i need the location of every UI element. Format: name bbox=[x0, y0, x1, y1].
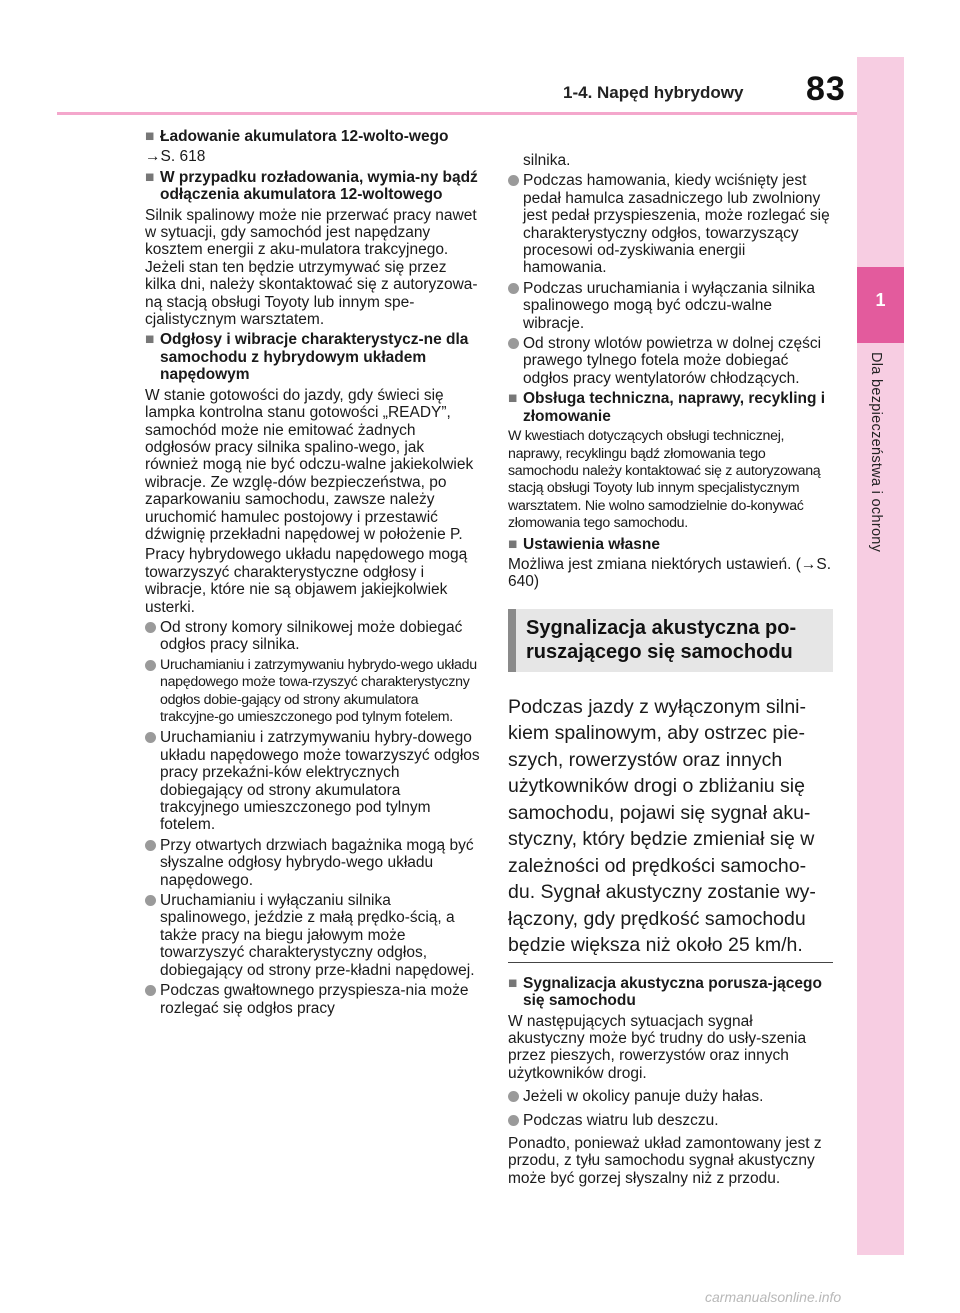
list-item: Przy otwartych drzwiach bagażnika mogą być słyszalne odgłosy hybrydo-wego układu napędowego. bbox=[145, 837, 480, 889]
circle-bullet-icon bbox=[508, 283, 519, 294]
paragraph: Silnik spalinowy może nie przerwać pracy nawet w sytuacji, gdy samochód jest napędzany kosztem energii z aku-mulatora trakcyjnego. Jeżeli stan ten będzie utrzymywać się przez kilka dni, należy skontaktować się z autoryzowa-ną stacją obsługi Toyoty lub innym spe-cjalistycznym warsztatem. bbox=[145, 206, 478, 329]
left-column bbox=[145, 128, 480, 1020]
heading-maintenance: ■ Obsługa techniczna, naprawy, recykling i złomowanie bbox=[508, 390, 826, 425]
watermark: carmanualsonline.info bbox=[705, 1289, 842, 1305]
circle-bullet-icon bbox=[508, 1115, 519, 1126]
list-item: Jeżeli w okolicy panuje duży hałas. bbox=[508, 1088, 833, 1105]
heading-acoustic-signal: ■ Sygnalizacja akustyczna porusza-jącego się samochodu bbox=[508, 974, 822, 1010]
header-rule bbox=[57, 112, 857, 115]
list-item: Podczas hamowania, kiedy wciśnięty jest pedał hamulca zasadniczego lub zwolniony jest pedał przyspieszenia, może rozlegać się charakterystyczny odgłos, towarzyszący procesowi od-zyskiwania energii hamowania. bbox=[508, 172, 833, 276]
circle-bullet-icon bbox=[508, 175, 519, 186]
square-bullet-icon: ■ bbox=[508, 390, 518, 408]
heading-noises: ■ Odgłosy i wibracje charakterystycz-ne dla samochodu z hybrydowym układem napędowym bbox=[145, 331, 469, 384]
circle-bullet-icon bbox=[145, 895, 156, 906]
list-item: Podczas uruchamiania i wyłączania silnika spalinowego mogą być odczu-walne wibracje. bbox=[508, 280, 833, 332]
chapter-number: 1 bbox=[875, 290, 886, 310]
circle-bullet-icon bbox=[145, 840, 156, 851]
list-item: Uruchamianiu i zatrzymywaniu hybrydo-wego układu napędowego może towa-rzyszyć charakterystyczny odgłos dobie-gający od strony akumulatora trakcyjne-go umieszczonego pod tylnym fotelem. bbox=[145, 657, 480, 727]
square-bullet-icon: ■ bbox=[145, 168, 155, 186]
divider bbox=[508, 962, 833, 963]
side-tab bbox=[857, 57, 904, 1255]
paragraph: Możliwa jest zmiana niektórych ustawień. (→S. 640) bbox=[508, 555, 832, 591]
circle-bullet-icon bbox=[508, 338, 519, 349]
circle-bullet-icon bbox=[145, 622, 156, 633]
page-number: 83 bbox=[806, 70, 846, 108]
list-item: Uruchamianiu i zatrzymywaniu hybry-dowego układu napędowego może towarzyszyć odgłos pracy przekaźni-ków elektrycznych dobiegający od strony akumulatora trakcyjnego umieszczonego pod tylnym fotelem. bbox=[145, 729, 480, 833]
paragraph: Pracy hybrydowego układu napędowego mogą towarzyszyć charakterystyczne odgłosy i wibracje, które nie są objawem jakiejkolwiek usterki. bbox=[145, 546, 468, 616]
paragraph: W następujących sytuacjach sygnał akustyczny może być trudny do usły-szenia przez pieszych, rowerzystów oraz innych użytkowników drogi. bbox=[508, 1012, 807, 1082]
heading-custom-settings: ■ Ustawienia własne bbox=[508, 535, 660, 553]
paragraph: W stanie gotowości do jazdy, gdy świeci się lampka kontrolna stanu gotowości „READY”, samochód może nie emitować żadnych odgłosów pracy silnika spalino-wego, jak również mogą nie być odczu-walne jakiekolwiek wibracje. Ze wzglę-dów bezpieczeństwa, po zaparkowaniu samochodu, zawsze należy uruchomić hamulec postojowy i przestawić dźwignię przekładni napędowej w położenie P. bbox=[145, 386, 474, 543]
paragraph: Ponadto, ponieważ układ zamontowany jest z przodu, z tyłu samochodu sygnał akustyczny może być gorzej słyszalny niż z przodu. bbox=[508, 1135, 822, 1187]
list-item: Uruchamianiu i wyłączaniu silnika spalinowego, jeździe z małą prędko-ścią, a także pracy na biegu jałowym może towarzyszyć charakterystyczny odgłos, dobiegający od strony prze-kładni napędowej. bbox=[145, 892, 480, 979]
page-reference: →S. 618 bbox=[145, 148, 206, 166]
right-column bbox=[508, 152, 833, 1190]
square-bullet-icon: ■ bbox=[508, 974, 518, 992]
circle-bullet-icon bbox=[145, 985, 156, 996]
section-title: 1-4. Napęd hybrydowy bbox=[563, 83, 744, 102]
section-banner: Sygnalizacja akustyczna po-ruszającego się samochodu bbox=[508, 609, 833, 672]
square-bullet-icon: ■ bbox=[145, 128, 155, 145]
list-item: Podczas wiatru lub deszczu. bbox=[508, 1112, 833, 1129]
intro-paragraph: Podczas jazdy z wyłączonym silni-kiem spalinowym, aby ostrzec pie-szych, rowerzystów oraz innych użytkowników drogi o zbliżaniu się samochodu, pojawi się sygnał aku-styczny, który będzie zmieniał się w zależności od prędkości samocho-du. Sygnał akustyczny zostanie wy-łączony, gdy prędkość samochodu będzie większa niż około 25 km/h. bbox=[508, 695, 816, 957]
paragraph: W kwestiach dotyczących obsługi technicznej, naprawy, recyklingu bądź złomowania tego samochodu należy kontaktować się z autoryzowaną stacją obsługi Toyoty lub innym specjalistycznym warsztatem. Nie wolno samodzielnie do-konywać złomowania tego samochodu. bbox=[508, 428, 821, 532]
circle-bullet-icon bbox=[145, 732, 156, 743]
circle-bullet-icon bbox=[145, 660, 156, 671]
square-bullet-icon: ■ bbox=[508, 535, 518, 553]
list-item: Od strony wlotów powietrza w dolnej części prawego tylnego fotela może dobiegać odgłos pracy wentylatorów chłodzących. bbox=[508, 335, 833, 387]
paragraph-continued: silnika. bbox=[523, 152, 571, 169]
heading-battery-charging: ■ Ładowanie akumulatora 12-wolto-wego bbox=[145, 128, 449, 145]
circle-bullet-icon bbox=[508, 1091, 519, 1102]
list-item: Podczas gwałtownego przyspiesza-nia może rozlegać się odgłos pracy bbox=[145, 982, 480, 1017]
list-item: Od strony komory silnikowej może dobiegać odgłos pracy silnika. bbox=[145, 619, 480, 654]
square-bullet-icon: ■ bbox=[145, 331, 155, 349]
chapter-title: Dla bezpieczeństwa i ochrony bbox=[868, 352, 884, 553]
heading-battery-discharge: ■ W przypadku rozładowania, wymia-ny bądź odłączenia akumulatora 12-woltowego bbox=[145, 168, 478, 204]
